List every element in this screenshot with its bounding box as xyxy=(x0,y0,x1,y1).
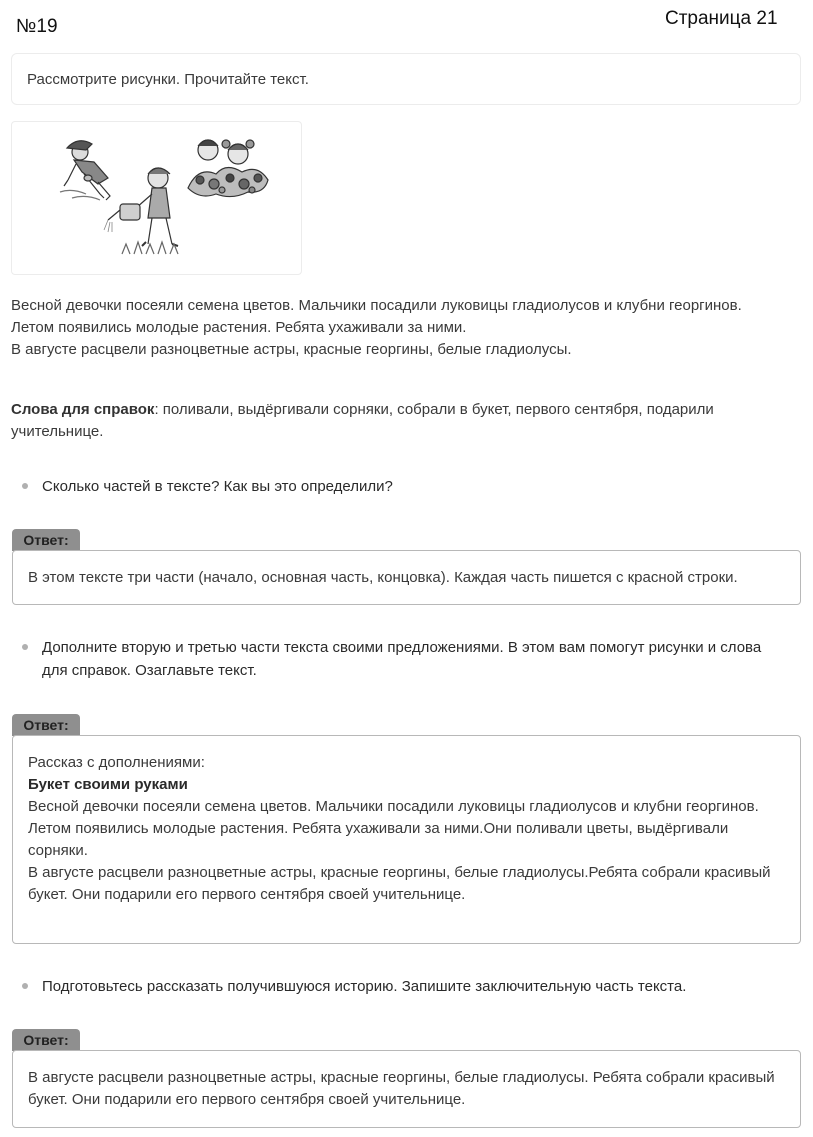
answer-box-2 xyxy=(12,735,801,944)
answer-box-1 xyxy=(12,550,801,605)
reference-words xyxy=(11,399,791,443)
instruction-box xyxy=(11,53,801,105)
children-gardening-illustration xyxy=(12,122,301,274)
instruction-text: Рассмотрите рисунки. Прочитайте текст. xyxy=(27,71,309,88)
text-line: Летом появились молодые растения. Ребята ухаживали за ними. xyxy=(11,319,467,336)
question-text: Дополните вторую и третью части текста своими предложениями. В этом вам помогут рисунки и слова для справок. Озаглавьте текст. xyxy=(42,639,762,679)
answer-line: Весной девочки посеяли семена цветов. Мальчики посадили луковицы гладиолусов и клубни георгинов. xyxy=(28,798,759,815)
bullet-icon xyxy=(22,983,28,989)
task-question-3 xyxy=(22,975,782,998)
source-text xyxy=(11,295,791,361)
exercise-number: №19 xyxy=(16,16,58,37)
answer-line: Летом появились молодые растения. Ребята ухаживали за ними.Они поливали цветы, выдёргивали сорняки. xyxy=(28,820,729,859)
illustration xyxy=(11,121,302,275)
task-question-2 xyxy=(22,636,782,682)
answer-box-3 xyxy=(12,1050,801,1128)
text-line: В августе расцвели разноцветные астры, красные георгины, белые гладиолусы. xyxy=(11,341,572,358)
answer-line: В этом тексте три части (начало, основная часть, концовка). Каждая часть пишется с красной строки. xyxy=(28,569,738,586)
task-question-1 xyxy=(22,475,782,498)
answer-tab-1: Ответ: xyxy=(12,529,80,551)
answer-line: В августе расцвели разноцветные астры, красные георгины, белые гладиолусы.Ребята собрали красивый букет. Они подарили его первого сентября своей учительнице. xyxy=(28,864,771,903)
reference-words-line xyxy=(11,399,791,443)
story-title: Букет своими руками xyxy=(28,776,188,793)
question-text: Сколько частей в тексте? Как вы это определили? xyxy=(42,478,393,495)
page-label: Страница 21 xyxy=(665,8,778,29)
text-line: Весной девочки посеяли семена цветов. Мальчики посадили луковицы гладиолусов и клубни георгинов. xyxy=(11,297,742,314)
answer-intro: Рассказ с дополнениями: xyxy=(28,754,205,771)
answer-tab-2: Ответ: xyxy=(12,714,80,736)
answer-tab-3: Ответ: xyxy=(12,1029,80,1051)
reference-words-label: Слова для справок xyxy=(11,401,155,418)
answer-line: В августе расцвели разноцветные астры, красные георгины, белые гладиолусы. Ребята собрали красивый букет. Они подарили его первого сентября своей учительнице. xyxy=(28,1069,775,1108)
bullet-icon xyxy=(22,644,28,650)
question-text: Подготовьтесь рассказать получившуюся историю. Запишите заключительную часть текста. xyxy=(42,978,687,995)
bullet-icon xyxy=(22,483,28,489)
reference-words-text: : поливали, выдёргивали сорняки, собрали в букет, первого сентября, подарили учительнице. xyxy=(11,401,714,440)
